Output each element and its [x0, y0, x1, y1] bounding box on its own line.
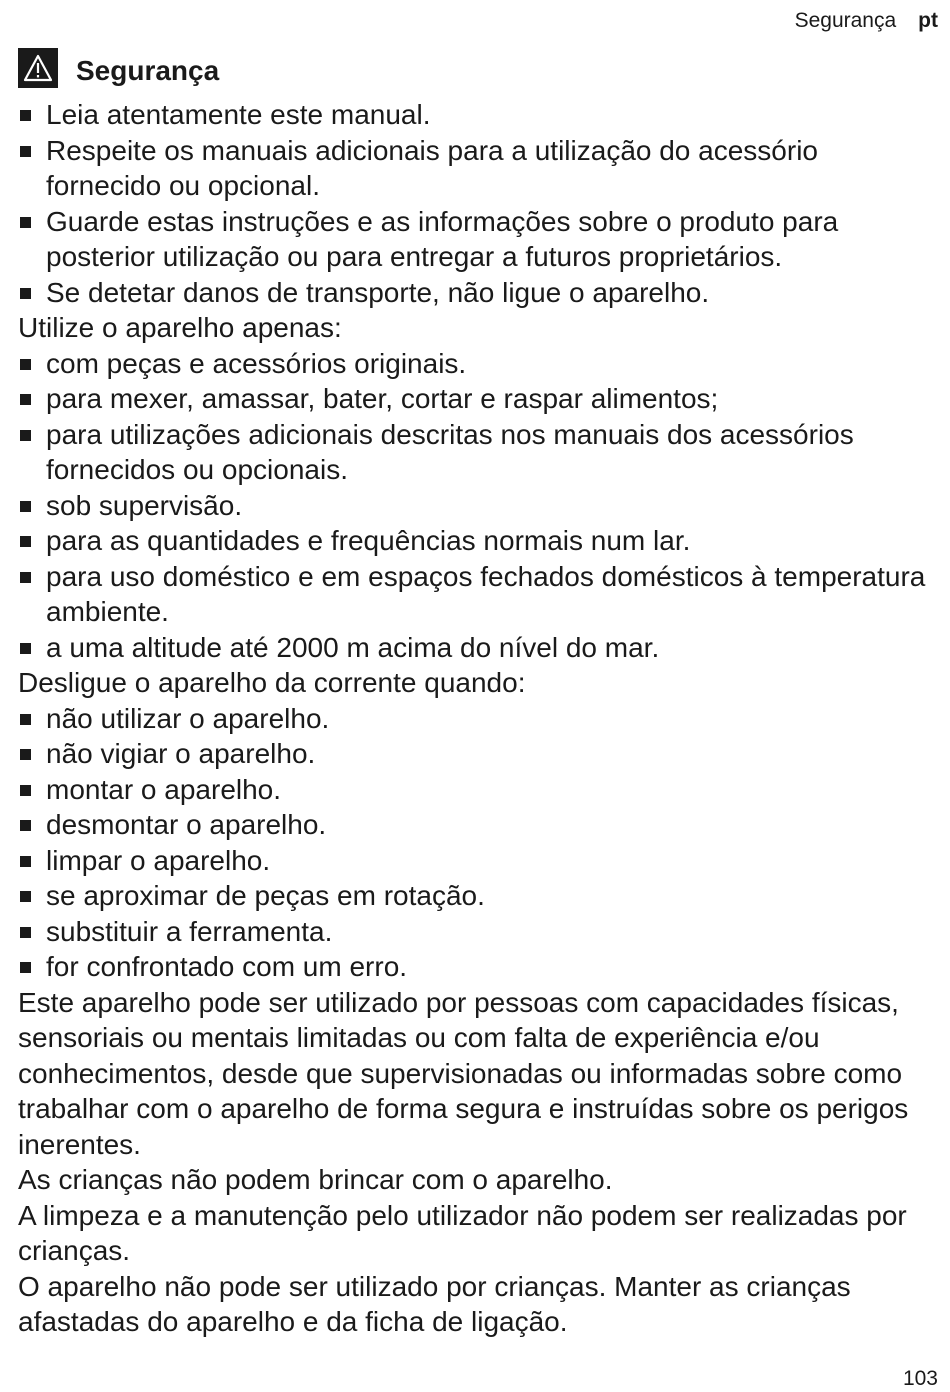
disconnect-list [18, 701, 934, 985]
bullet-square-icon [20, 749, 31, 760]
running-header [795, 8, 938, 34]
intro-use-text: Utilize o aparelho apenas: [18, 312, 342, 343]
list-item: para uso doméstico e em espaços fechados domésticos à temperatura ambiente. [18, 559, 934, 630]
bullet-square-icon [20, 501, 31, 512]
safety-content [18, 97, 934, 1340]
paragraph-cleaning: A limpeza e a manutenção pelo utilizador não podem ser realizadas por crianças. [18, 1199, 907, 1266]
bullet-square-icon [20, 927, 31, 938]
bullet-square-icon [20, 536, 31, 547]
list-item: Guarde estas instruções e as informações sobre o produto para posterior utilização ou para entregar a futuros proprietários. [18, 204, 934, 275]
bullet-square-icon [20, 394, 31, 405]
intended-use-list [18, 346, 934, 666]
paragraph-children-play: As crianças não podem brincar com o aparelho. [18, 1164, 613, 1195]
list-item: não vigiar o aparelho. [18, 736, 934, 772]
bullet-square-icon [20, 217, 31, 228]
list-item: com peças e acessórios originais. [18, 346, 934, 382]
list-item: para utilizações adicionais descritas nos manuais dos acessórios fornecidos ou opcionais. [18, 417, 934, 488]
list-item: Leia atentamente este manual. [18, 97, 934, 133]
bullet-square-icon [20, 288, 31, 299]
paragraph-capabilities: Este aparelho pode ser utilizado por pessoas com capacidades físicas, sensoriais ou mentais limitadas ou com falta de experiência e/ou conhecimentos, desde que supervisionadas ou informadas sobre como trabalhar com o aparelho de forma segura e instruídas sobre os perigos inerentes. [18, 986, 909, 1160]
list-item: para mexer, amassar, bater, cortar e raspar alimentos; [18, 381, 934, 417]
bullet-square-icon [20, 572, 31, 583]
bullet-square-icon [20, 962, 31, 973]
list-item: se aproximar de peças em rotação. [18, 878, 934, 914]
list-item: substituir a ferramenta. [18, 914, 934, 950]
list-item: limpar o aparelho. [18, 843, 934, 879]
list-item: montar o aparelho. [18, 772, 934, 808]
bullet-square-icon [20, 856, 31, 867]
bullet-square-icon [20, 110, 31, 121]
page-number: 103 [902, 1367, 938, 1390]
general-safety-list [18, 97, 934, 310]
bullet-square-icon [20, 785, 31, 796]
list-item: sob supervisão. [18, 488, 934, 524]
bullet-square-icon [20, 891, 31, 902]
paragraph-children-keep-away: O aparelho não pode ser utilizado por crianças. Manter as crianças afastadas do aparelho e da ficha de ligação. [18, 1270, 851, 1337]
bullet-square-icon [20, 820, 31, 831]
bullet-square-icon [20, 714, 31, 725]
list-item: desmontar o aparelho. [18, 807, 934, 843]
header-language-code: pt [918, 9, 938, 32]
list-item: não utilizar o aparelho. [18, 701, 934, 737]
list-item: Respeite os manuais adicionais para a utilização do acessório fornecido ou opcional. [18, 133, 934, 204]
section-title [18, 48, 219, 88]
page-title: Segurança [76, 55, 220, 86]
bullet-square-icon [20, 643, 31, 654]
list-item: Se detetar danos de transporte, não ligue o aparelho. [18, 275, 934, 311]
list-item: para as quantidades e frequências normais num lar. [18, 523, 934, 559]
bullet-square-icon [20, 146, 31, 157]
bullet-square-icon [20, 430, 31, 441]
intro-disconnect-text: Desligue o aparelho da corrente quando: [18, 667, 526, 698]
bullet-square-icon [20, 359, 31, 370]
warning-triangle-icon [18, 48, 58, 88]
list-item: for confrontado com um erro. [18, 949, 934, 985]
list-item: a uma altitude até 2000 m acima do nível do mar. [18, 630, 934, 666]
header-section-name: Segurança [794, 9, 897, 32]
